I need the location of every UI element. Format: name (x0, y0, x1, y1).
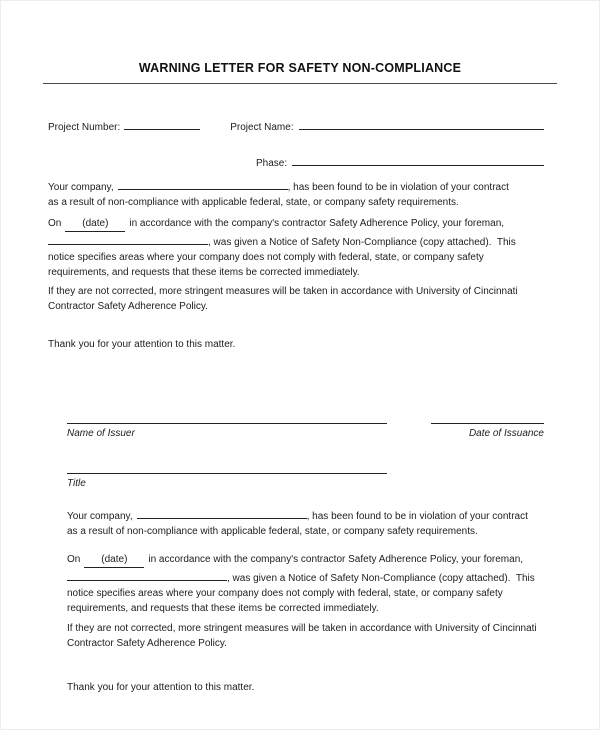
text-segment: On (67, 554, 81, 565)
letter-body-copy (67, 506, 544, 695)
title-signature-block (67, 473, 387, 490)
date-field[interactable]: (date) (65, 216, 125, 232)
foreman-name-field-2[interactable] (67, 568, 227, 581)
text-line (48, 232, 544, 250)
text-line (67, 568, 544, 586)
text-line (48, 216, 544, 232)
text-line (67, 552, 544, 568)
text-line: requirements, and requests that these items be corrected immediately. (67, 603, 379, 614)
date-of-issuance-column (431, 423, 544, 440)
issuer-signature-line[interactable] (67, 423, 387, 424)
phase-field[interactable] (292, 153, 544, 166)
text-segment: in accordance with the company's contractor Safety Adherence Policy, your foreman, (148, 554, 524, 565)
text-segment: On (48, 218, 62, 229)
text-segment: , has been found to be in violation of your contract (306, 511, 528, 522)
text-line: Contractor Safety Adherence Policy. (67, 638, 227, 649)
notice-paragraph (48, 216, 544, 280)
project-number-label: Project Number: (48, 122, 121, 133)
project-name-field[interactable] (299, 117, 544, 130)
company-name-field[interactable] (118, 177, 288, 190)
text-segment: Your company, (67, 511, 133, 522)
project-name-label: Project Name: (230, 122, 294, 133)
company-name-field-2[interactable] (137, 506, 307, 519)
text-line: as a result of non-compliance with applicable federal, state, or company safety requirements. (48, 197, 459, 208)
letter-content (1, 117, 599, 695)
text-segment: in accordance with the company's contractor Safety Adherence Policy, your foreman, (129, 218, 505, 229)
title-divider (43, 83, 557, 84)
document-title: WARNING LETTER FOR SAFETY NON-COMPLIANCE (138, 61, 462, 75)
closing-line-2: Thank you for your attention to this matter. (67, 682, 255, 693)
phase-label: Phase: (256, 158, 288, 169)
signature-block (67, 423, 544, 440)
foreman-name-field[interactable] (48, 232, 208, 245)
consequence-paragraph (48, 284, 544, 314)
project-number-field[interactable] (124, 117, 200, 130)
phase-row (48, 153, 544, 171)
text-line: requirements, and requests that these items be corrected immediately. (48, 267, 360, 278)
name-of-issuer-label: Name of Issuer (67, 428, 135, 439)
project-row (48, 117, 544, 135)
date-of-issuance-label: Date of Issuance (468, 428, 544, 439)
text-line: Contractor Safety Adherence Policy. (48, 301, 208, 312)
text-line: as a result of non-compliance with applicable federal, state, or company safety requirements. (67, 526, 478, 537)
issuer-signature-column (67, 423, 387, 440)
notice-paragraph-2 (67, 552, 544, 616)
title-line[interactable] (67, 473, 387, 474)
text-line: If they are not corrected, more stringent measures will be taken in accordance with University of Cincinnati (48, 286, 518, 297)
date-of-issuance-line[interactable] (431, 423, 544, 424)
company-violation-paragraph (48, 177, 544, 210)
text-line (48, 177, 544, 195)
text-line: notice specifies areas where your company does not comply with federal, state, or company safety (67, 588, 503, 599)
closing-line: Thank you for your attention to this matter. (48, 339, 236, 350)
company-violation-paragraph-2 (67, 506, 544, 539)
text-line: notice specifies areas where your company does not comply with federal, state, or company safety (48, 252, 484, 263)
consequence-paragraph-2 (67, 621, 544, 651)
text-segment: Your company, (48, 182, 114, 193)
text-line (67, 506, 544, 524)
text-segment: , was given a Notice of Safety Non-Compliance (copy attached). This (208, 237, 516, 248)
text-line: If they are not corrected, more stringent measures will be taken in accordance with University of Cincinnati (67, 623, 537, 634)
title-label: Title (67, 478, 86, 489)
date-field-2[interactable]: (date) (84, 552, 144, 568)
text-segment: , was given a Notice of Safety Non-Compliance (copy attached). This (227, 573, 535, 584)
text-segment: , has been found to be in violation of your contract (287, 182, 509, 193)
